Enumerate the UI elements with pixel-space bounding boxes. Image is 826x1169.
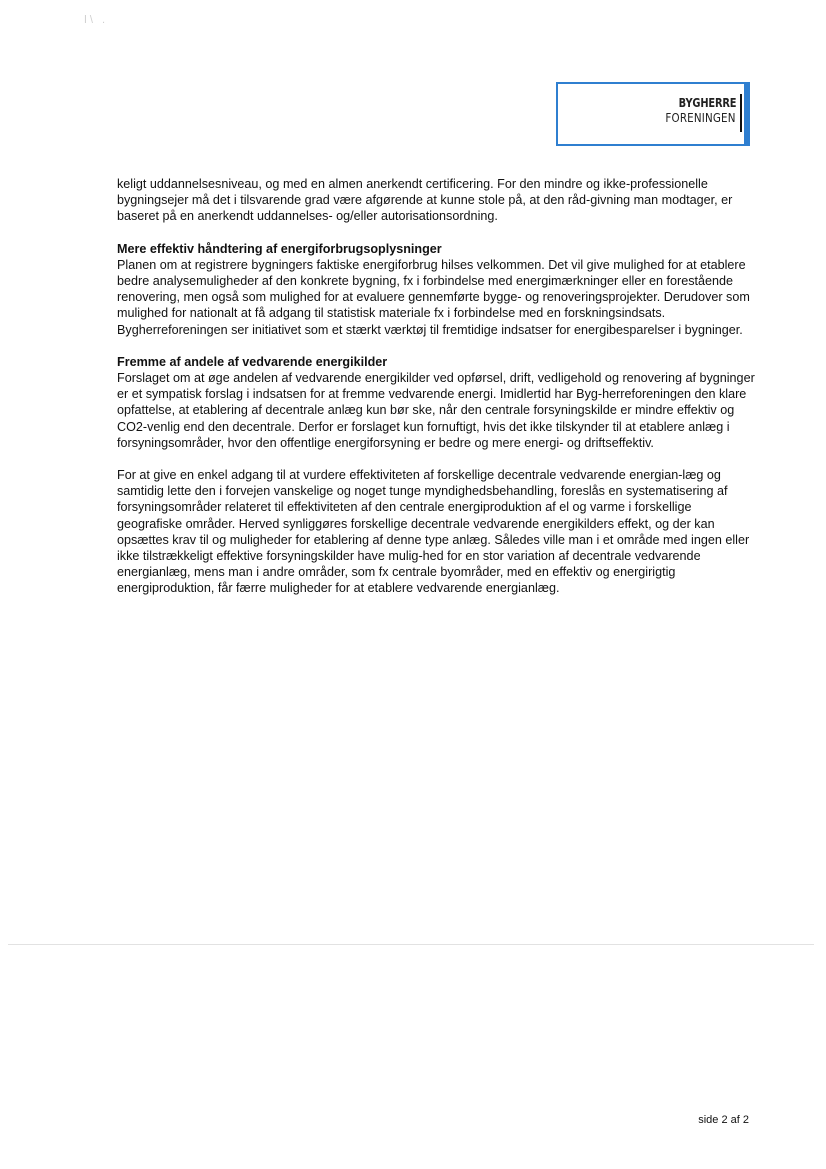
document-body (117, 176, 757, 597)
section-paragraph: Forslaget om at øge andelen af vedvarende energikilder ved opførsel, drift, vedligehold og renovering af bygninger er et sympatisk forslag i indsatsen for at fremme vedvarende energi. Imidlertid har Byg-herreforeningen den klare opfattelse, at etablering af decentrale anlæg kun bør ske, når den centrale forsyningskilde er mindre effektiv og CO2-venlig end den decentrale. Derfor er forslaget kun fornuftigt, hvis det ikke tilskynder til at etablere anlæg i forsyningsområder, hvor den offentlige energiforsyning er bedre og mere energi- og driftseffektiv. (117, 371, 755, 450)
logo-text-line1: BYGHERRE (678, 96, 736, 110)
scan-fold-line (8, 944, 814, 945)
section-renewable-energy (117, 354, 757, 451)
section-paragraph: Planen om at registrere bygningers faktiske energiforbrug hilses velkommen. Det vil give mulighed for at etablere bedre analysemuligheder af den konkrete bygning, fx i forbindelse med energimærkninger eller en forestående renovering, men også som mulighed for at evaluere gennemførte bygge- og renoveringsprojekter. Derudover som mulighed for nationalt at få adgang til statistisk materiale fx i forbindelse med en forskningsindsats. Bygherreforeningen ser initiativet som et stærkt værktøj til fremtidige indsatser for energibesparelser i bygninger. (117, 257, 750, 337)
bygherreforeningen-logo (556, 82, 750, 146)
intro-paragraph: keligt uddannelsesniveau, og med en almen anerkendt certificering. For den mindre og ikke-professionelle bygningsejer må det i tilsvarende grad være afgørende at kunne stole på, at den råd-givning man modtager, er baseret på en anerkendt uddannelses- og/eller autorisationsordning. (117, 177, 733, 224)
closing-paragraph: For at give en enkel adgang til at vurdere effektiviteten af forskellige decentrale vedvarende energian-læg og samtidig lette den i forvejen vanskelige og noget tunge myndighedsbehandling, foreslås en systematisering af forsyningsområder relateret til effektiviteten af den centrale energiproduktion af el og varme i forskellige geografiske områder. Herved synliggøres forskellige decentrale vedvarende energikilders effekt, og der kan opsættes krav til og muligheder for etablering af denne type anlæg. Således ville man i et område med ingen eller ikke tilstrækkeligt effektive forsyningskilder have mulig-hed for en stor variation af decentrale vedvarende energianlæg, mens man i andre områder, som fx centrale byområder, med en effektiv og energirigtig energiproduktion, får færre muligheder for at etablere vedvarende energianlæg. (117, 468, 750, 596)
page-number: side 2 af 2 (698, 1114, 749, 1126)
logo-divider (740, 94, 742, 132)
scan-artifact: ǀ\ . (84, 14, 109, 26)
logo-text-line2: FORENINGEN (665, 111, 736, 125)
section-heading: Mere effektiv håndtering af energiforbrugsoplysninger (117, 241, 442, 256)
section-energy-data (117, 241, 757, 338)
closing-section (117, 467, 757, 597)
section-heading: Fremme af andele af vedvarende energikilder (117, 354, 388, 369)
